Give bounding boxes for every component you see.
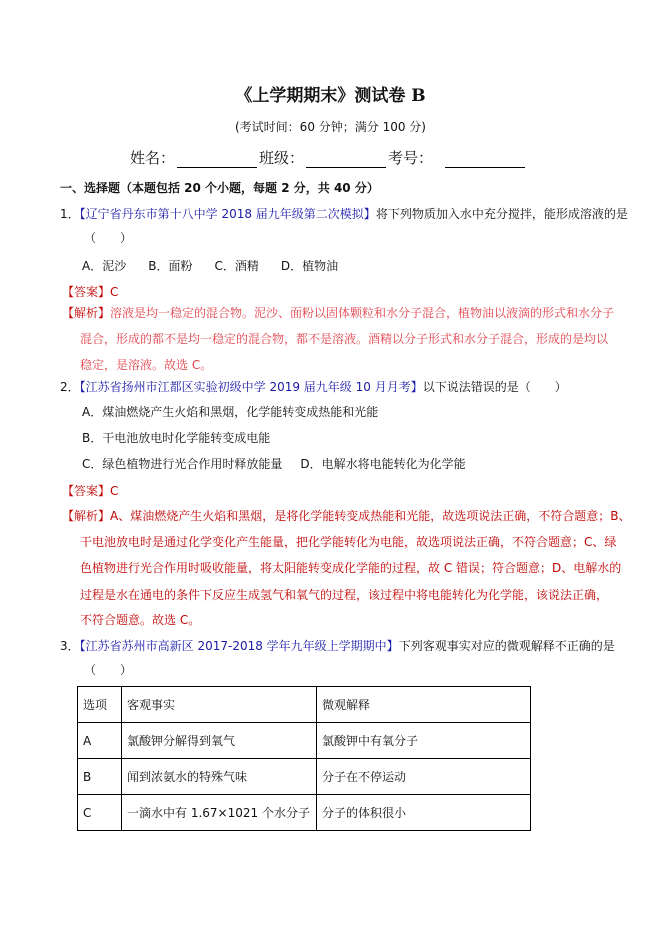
q1-answer xyxy=(62,284,118,300)
q2-options-cd xyxy=(82,456,466,472)
option-a: A．煤油燃烧产生火焰和黑烟，化学能转变成热能和光能 xyxy=(82,405,379,419)
q-source: 【江苏省苏州市高新区 2017-2018 学年九年级上学期期中】 xyxy=(79,639,399,653)
option-b: B．面粉 xyxy=(148,259,193,273)
option-c: C．酒精 xyxy=(214,259,259,273)
class-blank xyxy=(306,153,386,168)
table-row xyxy=(78,795,531,831)
question-2 xyxy=(60,379,567,395)
doc-title: 《上学期期末》测试卷 B xyxy=(235,86,426,106)
q2-analysis-line: 不符合题意。故选 C。 xyxy=(80,613,201,627)
q-source: 【江苏省扬州市江都区实验初级中学 2019 届九年级 10 月月考】 xyxy=(79,380,423,394)
q2-answer xyxy=(62,483,118,499)
header-cell: 客观事实 xyxy=(122,687,317,723)
analysis-label: 【解析】 xyxy=(62,509,111,523)
q1-analysis-line: 稳定，是溶液。故选 C。 xyxy=(80,358,213,372)
answer-label: 【答案】 xyxy=(62,285,111,299)
header-cell: 选项 xyxy=(78,687,122,723)
header-cell: 微观解释 xyxy=(317,687,531,723)
q1-analysis-line xyxy=(62,305,614,321)
option-c: C．绿色植物进行光合作用时释放能量 xyxy=(82,457,283,471)
q2-analysis-line: 干电池放电时是通过化学变化产生能量，把化学能转化为电能，故选项说法正确，不符合题意；C、绿 xyxy=(80,535,617,549)
q-number: 1． xyxy=(60,207,80,221)
table-cell: 分子在不停运动 xyxy=(317,759,531,795)
q-number: 2． xyxy=(60,380,80,394)
q-number: 3． xyxy=(60,639,80,653)
class-label: 班级： xyxy=(259,149,305,167)
table-header-row xyxy=(78,687,531,723)
q-stem: 以下说法错误的是（ ） xyxy=(422,380,567,394)
student-info-fields xyxy=(130,148,527,168)
answer-blank: （ ） xyxy=(84,663,133,677)
doc-subtitle: (考试时间：60 分钟；满分 100 分) xyxy=(235,120,426,134)
table-cell: A xyxy=(78,723,122,759)
q2-analysis-line: 色植物进行光合作用时吸收能量，将太阳能转变成化学能的过程，故 C 错误；符合题意；D、电解水的 xyxy=(80,561,622,575)
q-stem: 将下列物质加入水中充分搅拌，能形成溶液的是 xyxy=(375,207,628,221)
analysis-label: 【解析】 xyxy=(62,306,111,320)
analysis-text: 溶液是均一稳定的混合物。泥沙、面粉以固体颗粒和水分子混合，植物油以液滴的形式和水分子 xyxy=(110,306,615,320)
table-row xyxy=(78,759,531,795)
table-cell: B xyxy=(78,759,122,795)
answer-value: C xyxy=(110,285,119,299)
option-d: D．植物油 xyxy=(280,259,339,273)
table-cell: 氯酸钾中有氧分子 xyxy=(317,723,531,759)
option-b: B．干电池放电时化学能转变成电能 xyxy=(82,431,271,445)
table-cell: 一滴水中有 1.67×1021 个水分子 xyxy=(122,795,317,831)
table-row xyxy=(78,723,531,759)
q1-analysis-line: 混合，形成的都不是均一稳定的混合物，都不是溶液。酒精以分子形式和水分子混合，形成的是均以 xyxy=(80,332,609,346)
answer-label: 【答案】 xyxy=(62,484,111,498)
table-cell: C xyxy=(78,795,122,831)
section-heading: 一、选择题（本题包括 20 个小题，每题 2 分，共 40 分） xyxy=(60,181,379,195)
answer-value: C xyxy=(110,484,119,498)
name-blank xyxy=(177,153,257,168)
question-3 xyxy=(60,638,615,654)
table-cell: 闻到浓氨水的特殊气味 xyxy=(122,759,317,795)
table-cell: 分子的体积很小 xyxy=(317,795,531,831)
q-source: 【辽宁省丹东市第十八中学 2018 届九年级第二次模拟】 xyxy=(79,207,376,221)
analysis-text: A、煤油燃烧产生火焰和黑烟，是将化学能转变成热能和光能，故选项说法正确，不符合题意；B、 xyxy=(110,509,631,523)
q2-analysis-line xyxy=(62,508,630,524)
answer-blank: （ ） xyxy=(84,231,133,245)
question-1 xyxy=(60,206,628,222)
table-cell: 氯酸钾分解得到氧气 xyxy=(122,723,317,759)
q-stem: 下列客观事实对应的微观解释不正确的是 xyxy=(398,639,615,653)
option-d: D．电解水将电能转化为化学能 xyxy=(300,457,466,471)
number-blank xyxy=(445,153,525,168)
option-a: A．泥沙 xyxy=(82,259,127,273)
name-label: 姓名： xyxy=(130,149,176,167)
q2-analysis-line: 过程是水在通电的条件下反应生成氢气和氧气的过程，该过程中将电能转化为化学能，该说法正确， xyxy=(80,588,609,602)
number-label: 考号： xyxy=(388,149,434,167)
q1-options xyxy=(82,258,338,274)
q3-table xyxy=(77,686,531,831)
